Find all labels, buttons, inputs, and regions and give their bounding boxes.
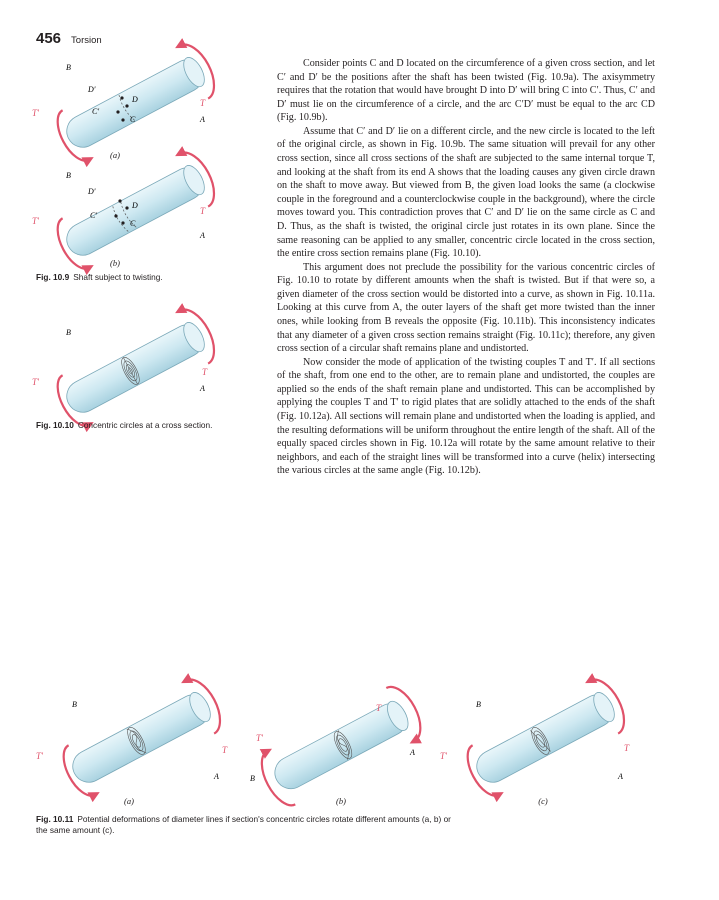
label-a: A [618, 772, 623, 781]
figure-10-11b [248, 695, 438, 790]
caption-text: Potential deformations of diameter lines if section's concentric circles rotate different amounts (a, b) or the same amount (c). [36, 814, 451, 835]
label-t: T [202, 367, 208, 377]
fig-10-11-sub-a: (a) [124, 796, 134, 806]
point-d [125, 104, 128, 107]
label-t-prime: T' [36, 751, 43, 761]
label-t-prime: T' [32, 216, 39, 226]
page-number: 456 [36, 30, 62, 47]
label-b: B [66, 171, 71, 180]
label-c-prime: C' [92, 107, 100, 116]
fig-10-9-sub-a: (a) [110, 150, 120, 160]
label-a: A [200, 115, 205, 124]
fig-10-10-caption [36, 420, 251, 431]
label-b: B [66, 328, 71, 337]
label-t-prime: T' [32, 377, 39, 387]
body-text [277, 57, 655, 478]
paragraph-3: This argument does not preclude the possibility for the various concentric circles of Fig. 10.10 to rotate by different amounts when the shaft is twisted. But if that were so, a given diameter of the cross section would be distorted into a curve, as shown in Fig. 10.11a. Looking at this curve from A, the outer layers of the shaft get more twisted than the inner ones, while looking from B reveals the opposite (Fig. 10.11b). This inconsistency indicates that any diameter of a given cross section remains straight (Fig. 10.11c); therefore, any given cross section of a circular shaft remains plane and undistorted. [277, 261, 655, 355]
label-t-prime: T' [440, 751, 447, 761]
label-t: T [200, 98, 206, 108]
label-t-prime: T' [32, 108, 39, 118]
label-t: T [200, 206, 206, 216]
fig-10-9-caption [36, 272, 246, 283]
fig-10-9-sub-b: (b) [110, 258, 120, 268]
fig-10-11-caption [36, 814, 456, 835]
label-c: C [130, 115, 136, 124]
figure-10-11a [36, 695, 236, 790]
chapter-title: Torsion [71, 35, 102, 46]
label-t: T [624, 743, 630, 753]
figure-10-11c [440, 695, 640, 790]
caption-text: Concentric circles at a cross section. [77, 420, 213, 430]
label-a: A [200, 384, 205, 393]
caption-number: Fig. 10.11 [36, 814, 74, 824]
paragraph-1: Consider points C and D located on the circumference of a given cross section, and let C′ and D′ be the positions after the shaft has been twisted (Fig. 10.9a). The axisymmetry requires that the rotation that would have brought D into D′ will bring C into C′. Thus, C′ and D′ must lie on the circumference of a circle, and the arc C′D′ must be equal to the arc CD (Fig. 10.9b). [277, 58, 655, 124]
figure-10-10 [30, 325, 230, 415]
fig-10-11-sub-c: (c) [538, 796, 548, 806]
label-c-prime: C' [90, 211, 98, 220]
page-header [36, 30, 102, 48]
label-d-prime: D' [88, 187, 96, 196]
label-d-prime: D' [88, 85, 96, 94]
fig-10-11-sub-b: (b) [336, 796, 346, 806]
caption-text: Shaft subject to twisting. [73, 272, 163, 282]
point-c-prime [116, 110, 119, 113]
label-a: A [410, 748, 415, 757]
figure-10-9b [30, 168, 230, 258]
label-b: B [250, 774, 255, 783]
paragraph-4: Now consider the mode of application of the twisting couples T and T′. If all sections of the shaft, from one end to the other, are to remain plane and undistorted, the couples are applied so the ends of the shaft remain plane and undistorted. This can be accomplished by applying the couples T and T′ to rigid plates that are solidly attached to the ends of the shaft (Fig. 10.12a). All sections will remain plane and undistorted when the loading is applied, and the resulting deformations will be uniform throughout the entire length of the shaft. All of the equally spaced circles shown in Fig. 10.12a will rotate by the same amount relative to their neighbors, and each of the straight lines will be transformed into a curve (helix) intersecting the various circles at the same angle (Fig. 10.12b). [277, 356, 655, 477]
label-a: A [200, 231, 205, 240]
paragraph-2: Assume that C′ and D′ lie on a different circle, and the new circle is located to the left of the original circle, as shown in Fig. 10.9b. The same situation will prevail for any other cross section, since all cross sections of the shaft are subjected to the same internal torque T, and looking at the shaft from its end A shows that the loading causes any given circle drawn on the shaft to move away. But viewed from B, the given load looks the same (a clockwise couple in the foreground and a counterclockwise couple in the background), where the circle moves toward you. This contradiction proves that C′ and D′ lie on the same circle as C and D. Thus, as the shaft is twisted, the original circle just rotates in its own plane. Since the same reasoning can be applied to any smaller, concentric circle located in the cross section, the entire cross section remains plane (Fig. 10.10). [277, 125, 655, 260]
label-b: B [72, 700, 77, 709]
caption-number: Fig. 10.10 [36, 420, 74, 430]
label-a: A [214, 772, 219, 781]
point-c [121, 118, 124, 121]
label-t-prime: T' [256, 733, 263, 743]
label-d: D [132, 201, 138, 210]
figure-10-9a [30, 60, 230, 150]
label-b: B [66, 63, 71, 72]
label-b: B [476, 700, 481, 709]
point-d-prime [120, 96, 123, 99]
label-c: C [130, 219, 136, 228]
label-t: T [222, 745, 228, 755]
label-t: T [376, 703, 382, 713]
label-d: D [132, 95, 138, 104]
caption-number: Fig. 10.9 [36, 272, 70, 282]
